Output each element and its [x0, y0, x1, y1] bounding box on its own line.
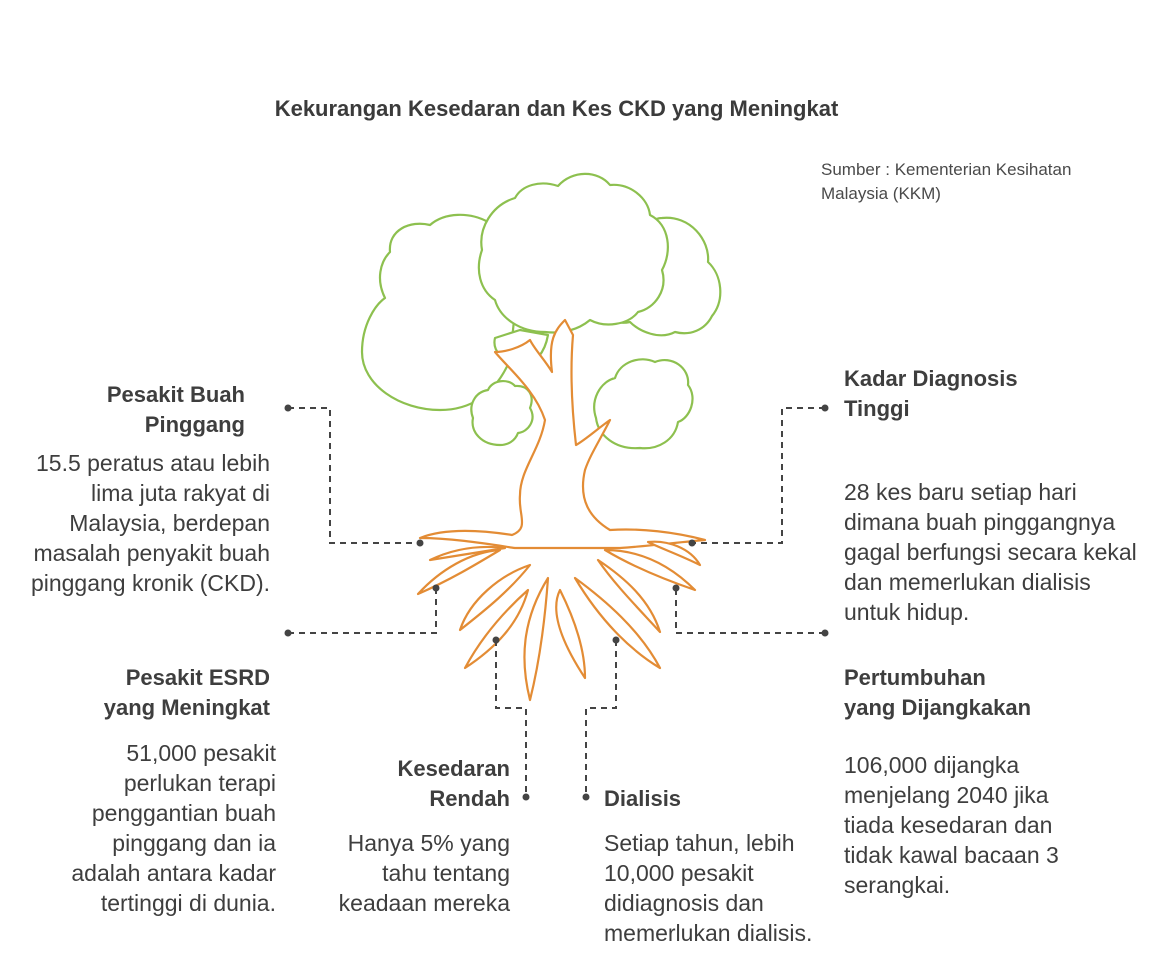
- root-4: [524, 578, 548, 700]
- connector-esrd: [288, 588, 436, 633]
- diagnosis-rate-heading: Kadar Diagnosis Tinggi: [844, 366, 1018, 421]
- diagnosis-rate-text: 28 kes baru setiap hari dimana buah pinggangnya gagal berfungsi secara kekal dan memerlukan dialisis untuk hidup.: [844, 479, 1137, 625]
- dialysis-text: Setiap tahun, lebih 10,000 pesakit didiagnosis dan memerlukan dialisis.: [604, 830, 813, 946]
- connector-ckd: [288, 408, 420, 543]
- awareness-heading: Kesedaran Rendah: [397, 756, 510, 811]
- connector-growth: [676, 588, 825, 633]
- source-note: Sumber : Kementerian Kesihatan Malaysia (KKM): [821, 160, 1072, 203]
- esrd-heading: Pesakit ESRD yang Meningkat: [103, 665, 270, 720]
- connector-diagnosis: [692, 408, 825, 543]
- ckd-patients-text: 15.5 peratus atau lebih lima juta rakyat di Malaysia, berdepan masalah penyakit buah pinggang kronik (CKD).: [30, 450, 270, 596]
- dialysis-heading: Dialisis: [604, 786, 682, 811]
- root-6: [575, 578, 660, 668]
- awareness-text: Hanya 5% yang tahu tentang keadaan mereka: [338, 830, 510, 916]
- leaf-cluster-small-right: [594, 359, 692, 448]
- esrd-text: 51,000 pesakit perlukan terapi penggantian buah pinggang dan ia adalah antara kadar tertinggi di dunia.: [71, 740, 276, 916]
- connector-dialysis: [586, 640, 616, 797]
- page-title: Kekurangan Kesedaran dan Kes CKD yang Meningkat: [274, 96, 839, 121]
- root-5: [556, 590, 585, 678]
- leaf-cluster-top: [479, 174, 668, 333]
- growth-heading: Pertumbuhan yang Dijangkakan: [844, 665, 1032, 720]
- growth-text: 106,000 dijangka menjelang 2040 jika tiada kesedaran dan tidak kawal bacaan 3 serangkai.: [844, 752, 1059, 898]
- root-1: [418, 550, 500, 594]
- ckd-patients-heading: Pesakit Buah Pinggang: [106, 382, 245, 437]
